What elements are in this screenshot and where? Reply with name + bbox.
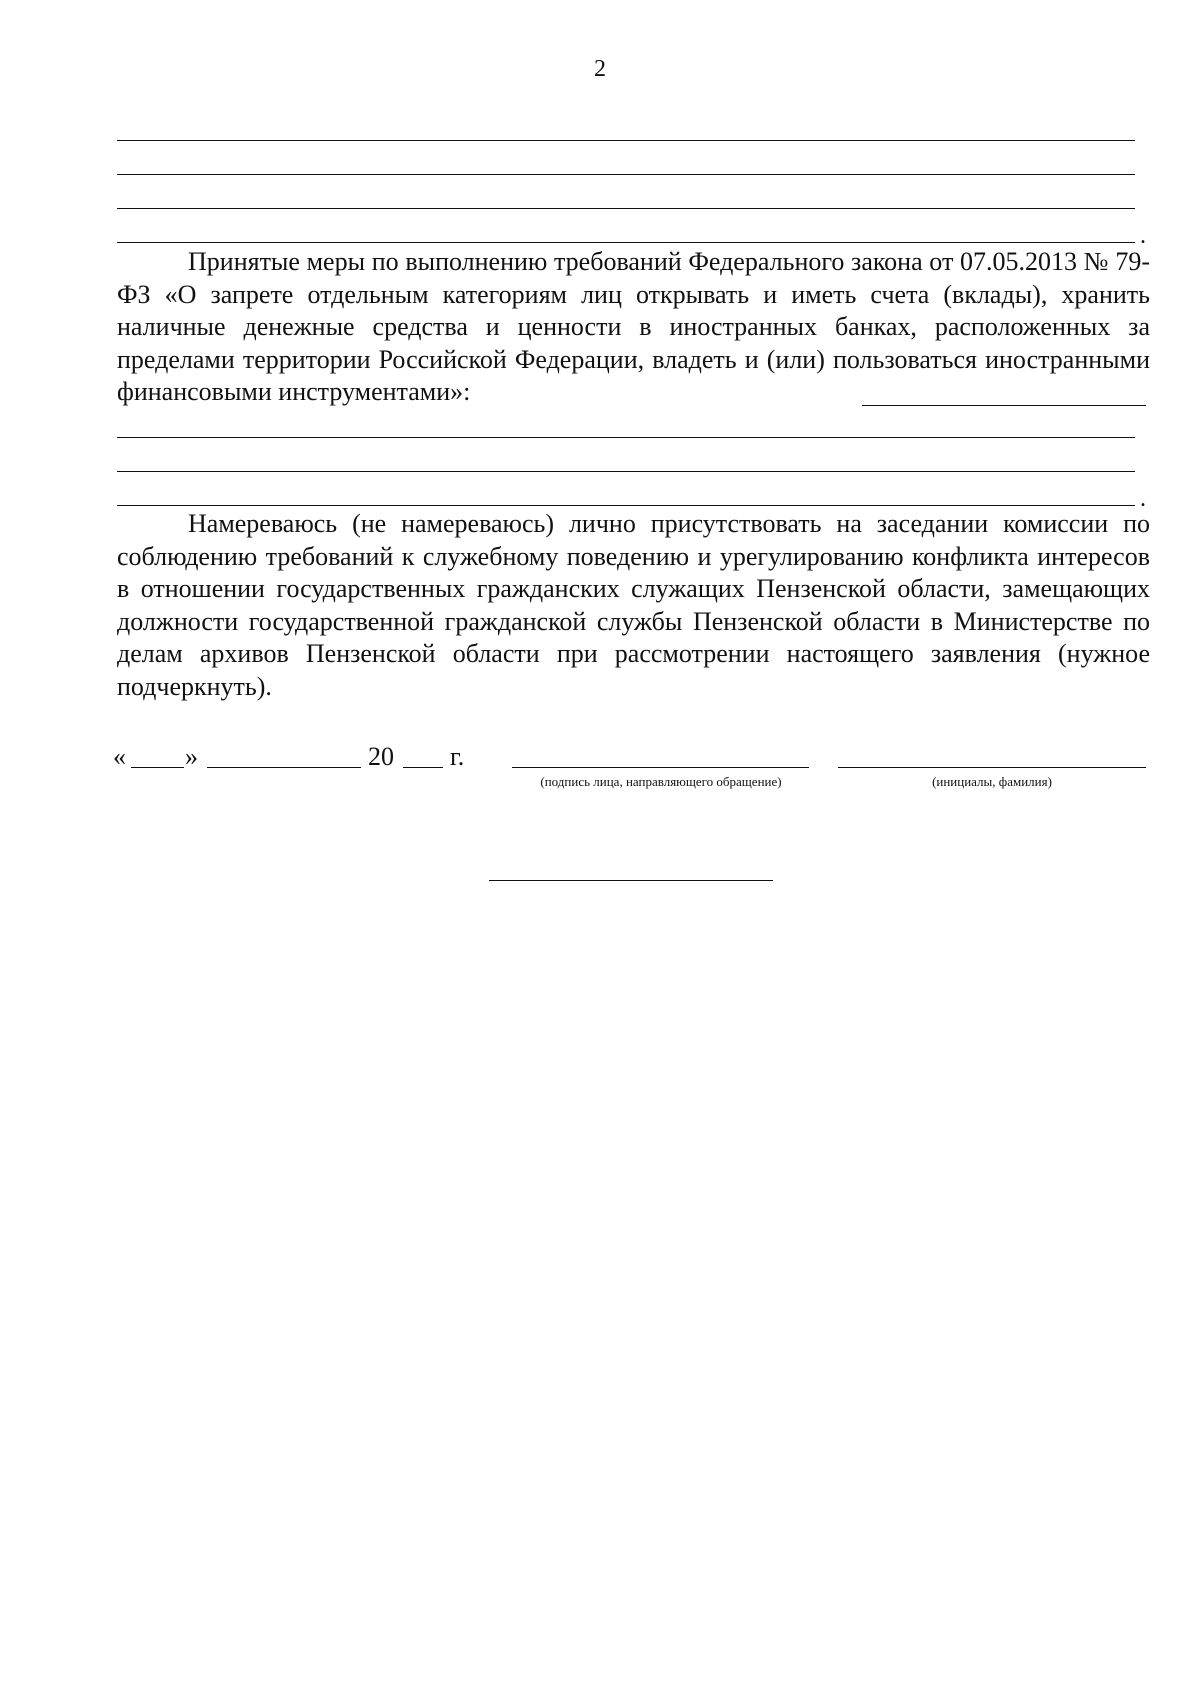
intention-paragraph-text: Намереваюсь (не намереваюсь) лично присутствовать на заседании комиссии по соблюдению требований к служебному поведению и урегулированию конфликта интересов в отношении государственных гражданских служащих Пензенской области, замещающих должности государственной гражданской службы Пензенской области в Министерстве по делам архивов Пензенской области при рассмотрении настоящего заявления (нужное подчеркнуть).	[117, 509, 1150, 701]
date-month-line	[207, 767, 361, 768]
blank-line	[117, 505, 1135, 506]
measures-answer-inline-line	[862, 405, 1146, 406]
date-open-quote: «	[113, 742, 126, 771]
date-year-line	[403, 767, 443, 768]
measures-paragraph-text: Принятые меры по выполнению требований Федерального закона от 07.05.2013 № 79-ФЗ «О запрете отдельным категориям лиц открывать и иметь счета (вклады), хранить наличные денежные средства и ценности в иностранных банках, расположенных за пределами территории Российской Федерации, владеть и (или) пользоваться иностранными финансовыми инструментами»:	[117, 247, 1150, 407]
signature-line	[512, 767, 809, 768]
blank-line	[117, 471, 1135, 472]
blank-line	[117, 242, 1135, 243]
year-suffix: г.	[450, 742, 465, 771]
year-prefix: 20	[368, 742, 394, 771]
closing-separator-line	[489, 880, 773, 881]
section-one-end-dot: .	[1140, 223, 1146, 249]
signature-caption: (подпись лица, направляющего обращение)	[540, 774, 782, 789]
page-number: 2	[594, 56, 606, 82]
measures-paragraph	[117, 246, 1150, 409]
name-caption: (инициалы, фамилия)	[932, 774, 1052, 789]
blank-line	[117, 174, 1135, 175]
name-line	[838, 767, 1146, 768]
intention-paragraph	[117, 508, 1150, 704]
blank-line	[117, 208, 1135, 209]
date-close-quote: »	[185, 742, 198, 771]
blank-line	[117, 140, 1135, 141]
blank-line	[117, 437, 1135, 438]
section-two-end-dot: .	[1140, 486, 1146, 512]
date-day-line	[131, 767, 184, 768]
